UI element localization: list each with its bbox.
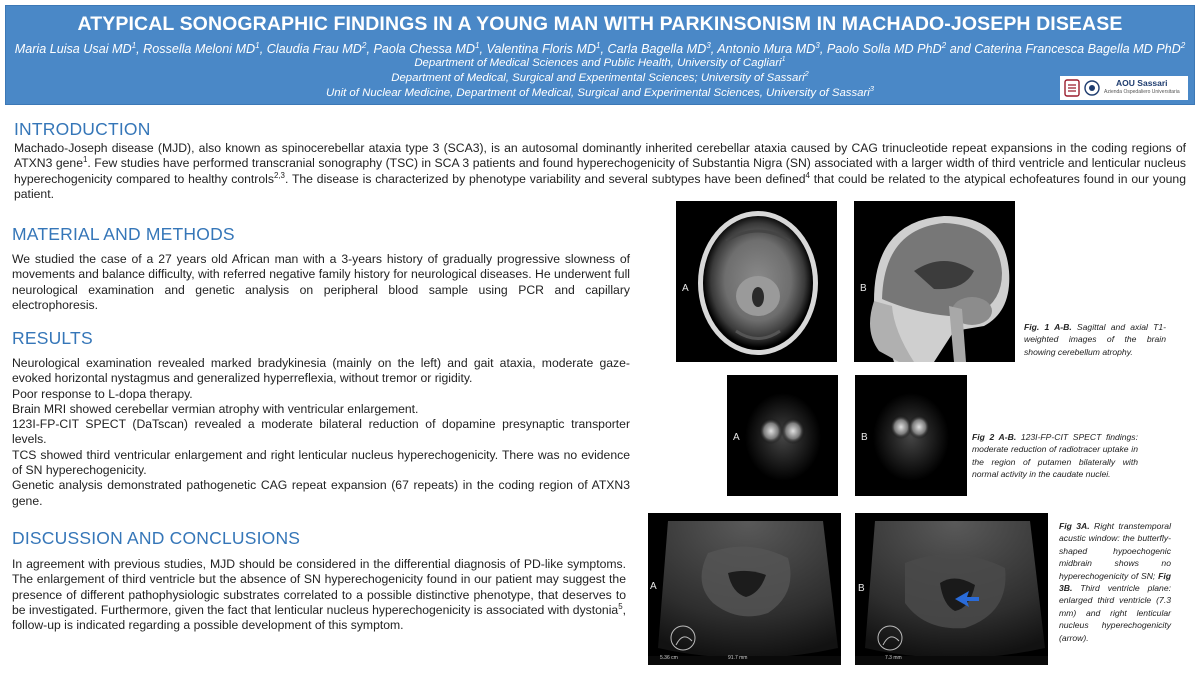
us-a-depth-readout: 5.36 cm — [660, 655, 678, 661]
department-1: Department of Medical Sciences and Public Health, University of Cagliari$^1$ — [414, 54, 786, 69]
author-affiliation: 3 — [815, 40, 820, 50]
figure-1b-label: B — [860, 283, 867, 294]
text-run: that could be related to the atypical echofeatures found in our young patient. — [14, 171, 1186, 201]
reference-marker: 4 — [805, 170, 810, 180]
spect-image-b — [855, 375, 967, 496]
figure-2-caption-label: Fig 2 A-B. — [972, 432, 1017, 442]
reference-marker: 1 — [83, 155, 88, 165]
author-name: Claudia Frau MD — [266, 42, 362, 56]
spect-drawing-a — [727, 375, 838, 496]
author-affiliation: 1 — [255, 40, 260, 50]
author-affiliation: 1 — [131, 40, 137, 50]
author-affiliation: 2 — [361, 40, 367, 50]
author-name: Valentina Floris MD — [486, 42, 596, 56]
hospital-name: AOU Sassari Azienda Ospedaliero Universitaria — [1104, 78, 1180, 95]
results-paragraph: Poor response to L-dopa therapy. — [12, 386, 193, 401]
figure-3b-caption-text: Third ventricle plane: enlarged third ventricle (7.3 mm) and right lenticular nucleus hyperechogenicity (arrow). — [1059, 583, 1171, 643]
paragraph — [14, 141, 1186, 202]
author-separator: , — [600, 42, 608, 56]
introduction-text — [14, 141, 1186, 202]
figure-1a-label: A — [682, 283, 689, 294]
author-name: Carla Bagella MD — [607, 42, 707, 56]
text-run: . The disease is characterized by phenotype variability and several subtypes have been defined — [284, 171, 806, 186]
figure-3b-caption-label: Fig 3B. — [1059, 570, 1171, 594]
results-paragraph: TCS showed third ventricular enlargement and right lenticular nucleus hyperechogenicity. There was no evidence of SN hyperechogenicity. — [12, 447, 630, 478]
figure-3-caption — [1059, 520, 1171, 644]
figure-2b-label: B — [861, 432, 868, 443]
figure-1-caption-text: Sagittal and axial T1-weighted images of the brain showing cerebellum atrophy. — [1024, 322, 1167, 357]
us-a-measure-readout: 91.7 mm — [728, 655, 748, 661]
ultrasound-drawing-b — [855, 513, 1048, 665]
author-name: Paola Chessa MD — [373, 42, 475, 56]
results-heading: RESULTS — [12, 328, 93, 348]
author-separator: , — [819, 42, 827, 56]
methods-paragraph: We studied the case of a 27 years old African man with a 3-years history of gradually progressive slowness of movements and balance difficulty, with referred negative family history for neurological diseases. He underwent full neurological examination and genetic analysis on peripheral blood sample using PCR and capillary electrophoresis. — [12, 252, 630, 312]
author-name: Paolo Solla MD PhD — [826, 42, 942, 56]
figure-3a-caption-label: Fig 3A. — [1059, 521, 1090, 531]
author-name: Maria Luisa Usai MD — [14, 42, 132, 56]
author-separator: , — [136, 42, 144, 56]
author-separator: , — [710, 42, 718, 56]
author-list — [6, 42, 1194, 56]
mri-axial-drawing — [676, 201, 837, 362]
mri-axial-image — [676, 201, 837, 362]
author-affiliation: 1 — [474, 40, 480, 50]
discussion-text — [12, 557, 626, 633]
text-run: , follow-up is indicated regarding a possible development of this symptom. — [12, 602, 626, 633]
spect-image-a — [727, 375, 838, 496]
results-paragraph: Neurological examination revealed marked bradykinesia (mainly on the left) and gait ataxia, moderate gaze-evoked horizontal nystagmus and generalized hyperreflexia, without tremor or rigidity. — [12, 356, 630, 386]
figure-3a-caption-text: Right transtemporal acustic window: the butterfly-shaped hypoechogenic midbrain shows no hyperechogenicity of SN; — [1059, 521, 1171, 581]
author-separator: , — [366, 42, 374, 56]
reference-marker: 2,3 — [273, 170, 285, 180]
author-affiliation: 2 — [1180, 40, 1186, 50]
university-seal-icon — [1064, 79, 1080, 97]
author-affiliation: 3 — [706, 40, 711, 50]
hospital-logo-icon — [1084, 79, 1100, 97]
introduction-heading: INTRODUCTION — [14, 119, 151, 139]
ultrasound-image-b — [855, 513, 1048, 665]
figure-1-caption-label: Fig. 1 A-B. — [1024, 322, 1072, 332]
us-b-measure-readout: 7.3 mm — [885, 655, 902, 661]
figure-2-caption — [972, 431, 1138, 481]
methods-heading: MATERIAL AND METHODS — [12, 224, 235, 244]
author-separator: and — [946, 42, 975, 56]
text-run: . Few studies have performed transcranial sonography (TSC) in SCA 3 patients and found hyperechogenicity of Substantia Nigra (SN) associated with a larger width of third ventricle and lenticular nucleus hyperechogenicity compared to healthy controls — [14, 156, 1186, 186]
figure-3a-label: A — [650, 581, 657, 592]
department-3: Unit of Nuclear Medicine, Department of Medical, Surgical and Experimental Sciences, University of Sassari$^3$ — [326, 84, 874, 99]
author-separator: , — [479, 42, 487, 56]
author-affiliation: 1 — [595, 40, 601, 50]
figure-2a-label: A — [733, 432, 740, 443]
spect-drawing-b — [855, 375, 967, 496]
reference-marker: 5 — [618, 601, 623, 611]
results-text — [12, 356, 630, 509]
mri-sagittal-drawing — [854, 201, 1015, 362]
mri-sagittal-image — [854, 201, 1015, 362]
author-affiliation: 2 — [941, 40, 947, 50]
poster-header — [5, 5, 1195, 105]
figure-2-caption-text: 123I-FP-CIT SPECT findings: moderate reduction of radiotracer uptake in the region of putamen bilaterally with normal activity in the caudate nuclei. — [972, 432, 1138, 480]
paragraph — [12, 557, 626, 633]
text-run: Machado-Joseph disease (MJD), also known as spinocerebellar ataxia type 3 (SCA3), is an autosomal dominantly inherited cerebellar ataxia caused by CAG trinucleotide repeat expansions in the coding regions of ATXN3 gene — [14, 141, 1186, 171]
department-2: Department of Medical, Surgical and Experimental Sciences; University of Sassari$^2$ — [391, 69, 809, 84]
author-name: Rossella Meloni MD — [143, 42, 256, 56]
ultrasound-image-a — [648, 513, 841, 665]
methods-text — [12, 252, 630, 313]
discussion-heading: DISCUSSION AND CONCLUSIONS — [12, 528, 301, 548]
poster-title: ATYPICAL SONOGRAPHIC FINDINGS IN A YOUNG MAN WITH PARKINSONISM IN MACHADO-JOSEPH DISEASE — [77, 13, 1123, 35]
results-paragraph: Genetic analysis demonstrated pathogenetic CAG repeat expansion (67 repeats) in the coding region of ATXN3 gene. — [12, 478, 630, 508]
author-separator: , — [259, 42, 267, 56]
results-paragraph: Brain MRI showed cerebellar vermian atrophy with ventricular enlargement. — [12, 401, 419, 416]
author-name: Caterina Francesca Bagella MD PhD — [974, 42, 1181, 56]
figure-1-caption — [1024, 321, 1166, 358]
text-run: In agreement with previous studies, MJD should be considered in the differential diagnosis of PD-like symptoms. The enlargement of third ventricle but the absence of SN hyperechogenicity found in our patient may suggest the presence of different pathophysiologic substrates correlated to a possible distinctive phenotype, that deserves to be investigated. Furthermore, given the fact that lenticular nucleus hyperechogenicity is associated with dystonia — [12, 557, 626, 617]
results-paragraph: 123I-FP-CIT SPECT (DaTscan) revealed a moderate bilateral reduction of dopamine presynaptic transporter levels. — [12, 417, 630, 447]
author-name: Antonio Mura MD — [717, 42, 816, 56]
institution-logos — [1060, 76, 1188, 100]
figure-3b-label: B — [858, 583, 865, 594]
ultrasound-drawing-a — [648, 513, 841, 665]
